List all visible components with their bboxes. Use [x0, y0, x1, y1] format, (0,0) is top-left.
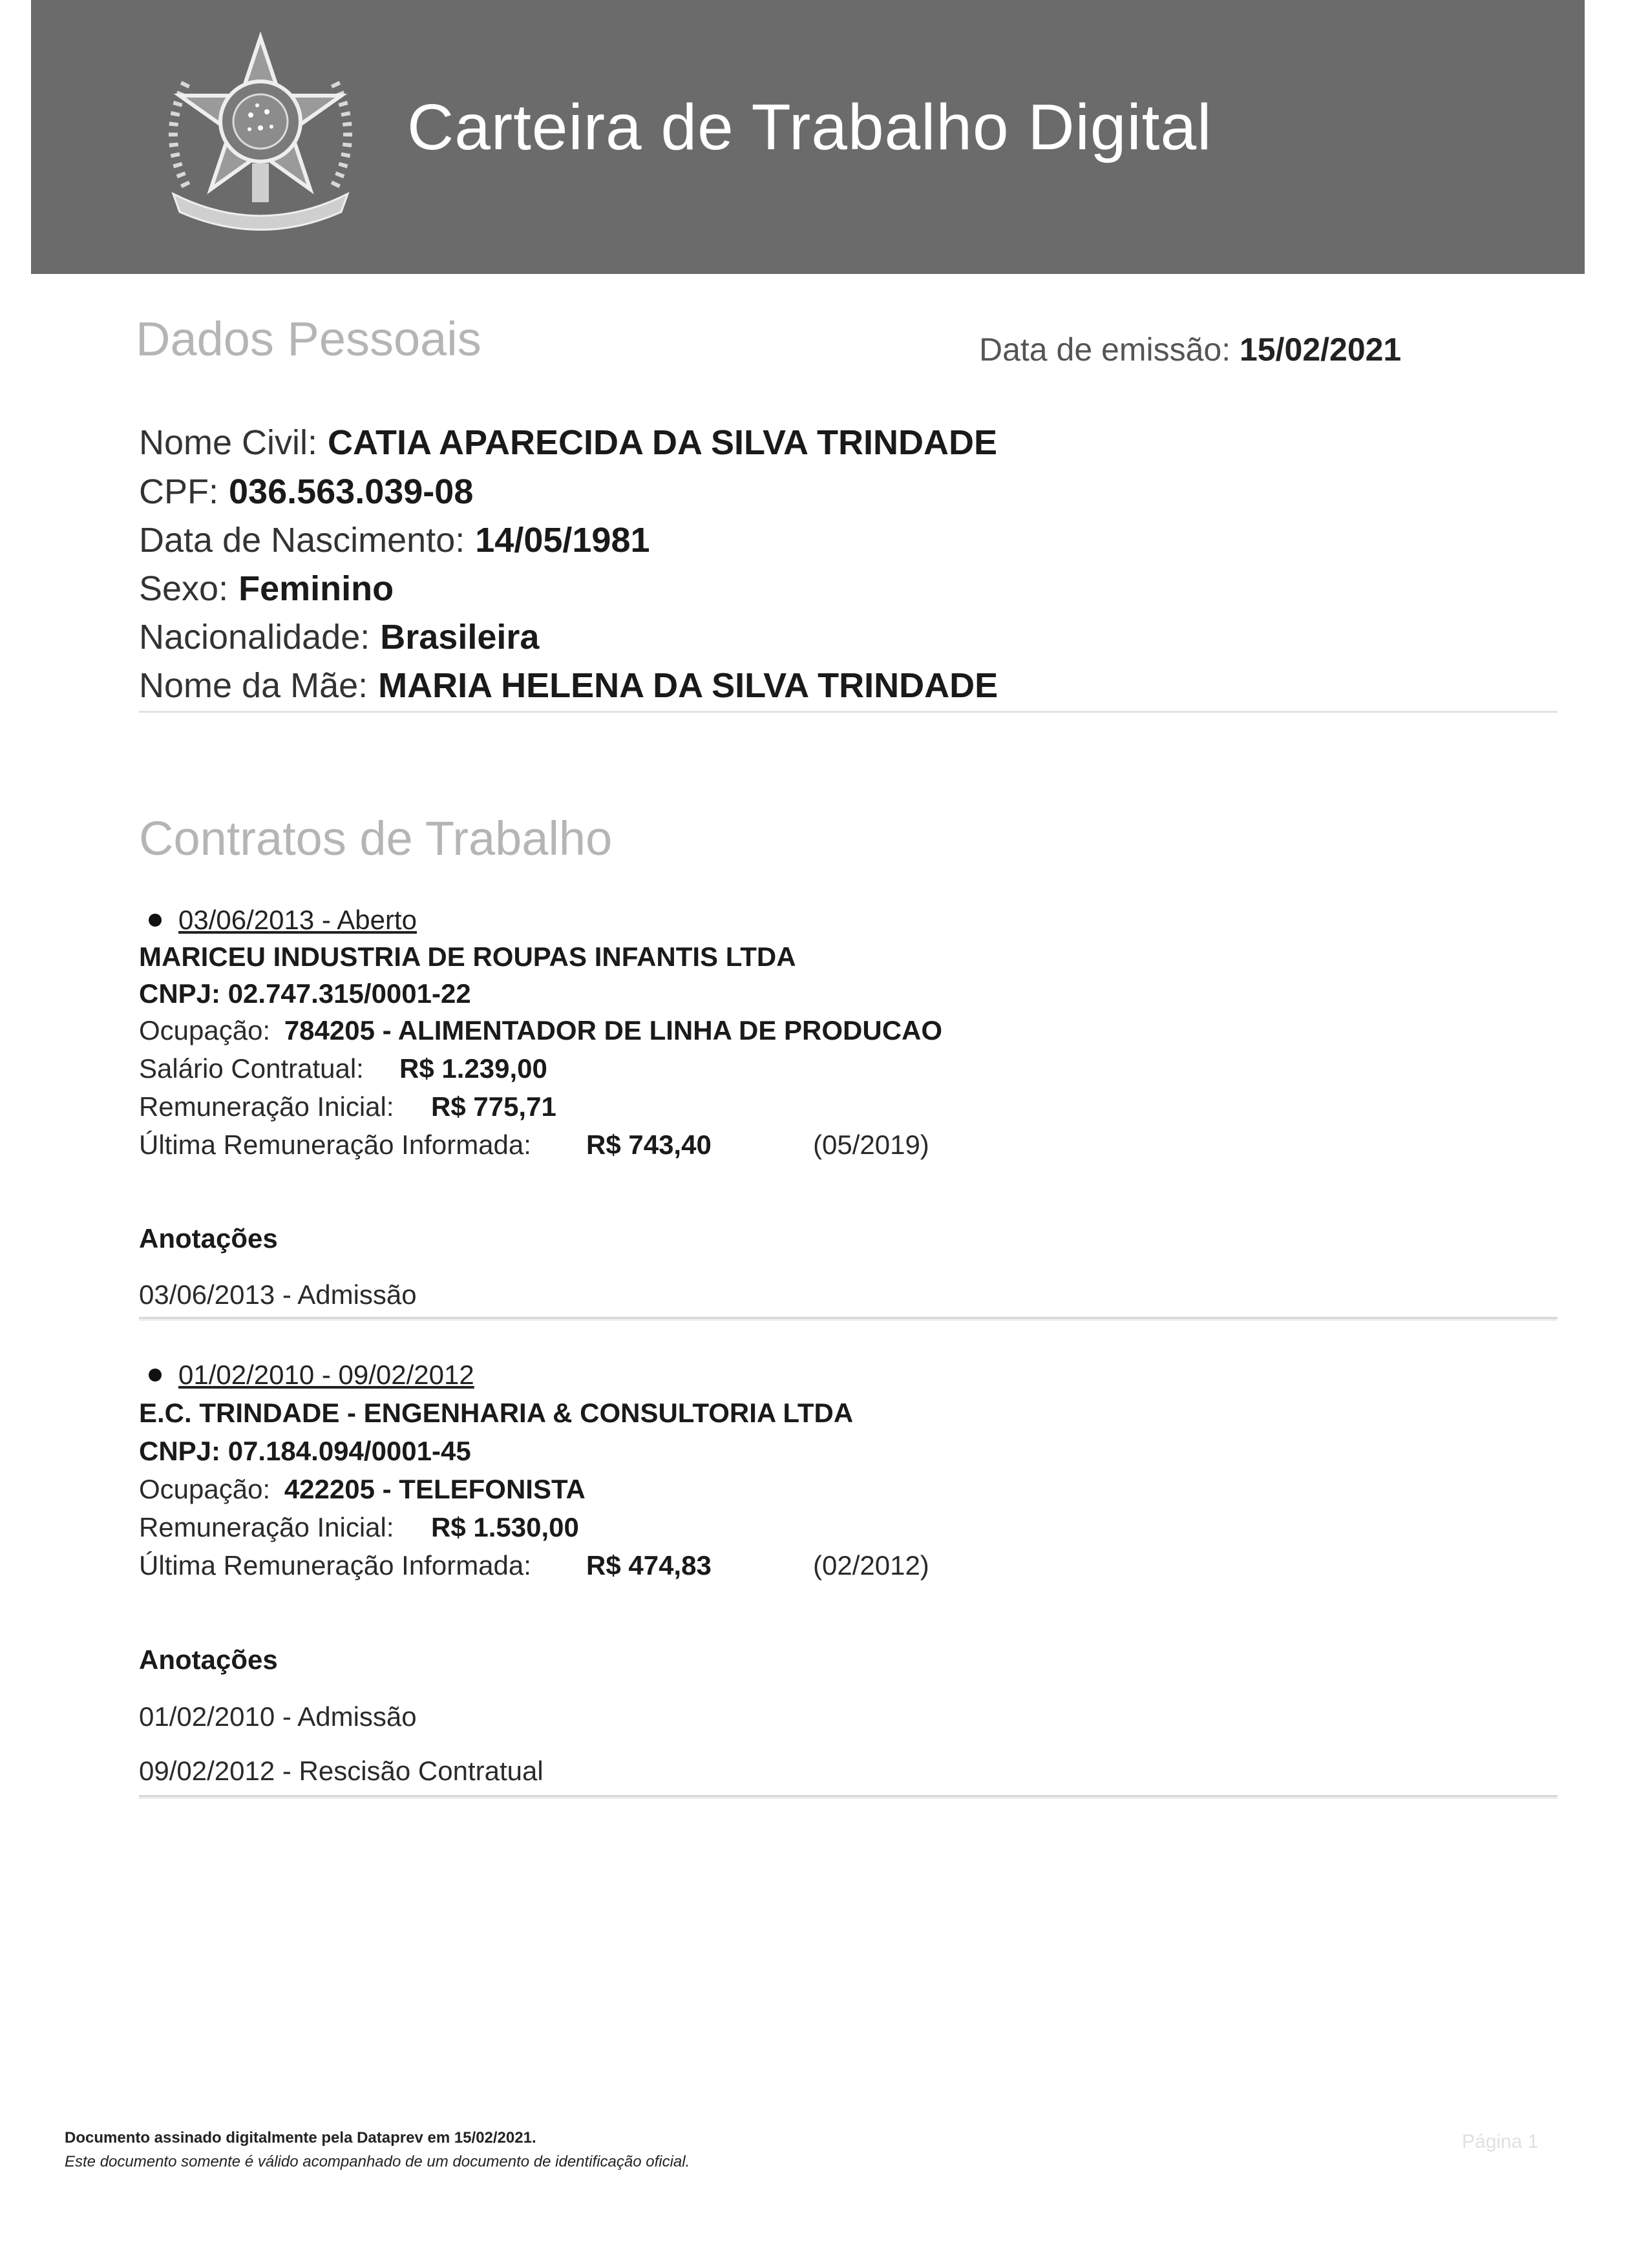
divider	[139, 1795, 1558, 1799]
last-pay-value: R$ 474,83	[586, 1550, 712, 1580]
section-title-contracts: Contratos de Trabalho	[139, 812, 613, 865]
field-value: 036.563.039-08	[229, 472, 474, 511]
field-nationality	[139, 617, 539, 657]
contract-salary	[139, 1053, 364, 1084]
contract-cnpj: CNPJ: 02.747.315/0001-22	[139, 978, 471, 1009]
contract-occupation	[139, 1474, 586, 1505]
last-pay-reference: (05/2019)	[813, 1129, 929, 1160]
field-value: CATIA APARECIDA DA SILVA TRINDADE	[328, 423, 998, 462]
field-label: CPF:	[139, 472, 219, 511]
contract-initial-pay	[139, 1091, 394, 1122]
occupation-value: 422205 - TELEFONISTA	[284, 1474, 586, 1504]
contract-period-link[interactable]: 03/06/2013 - Aberto	[178, 905, 417, 935]
contract-last-pay	[139, 1550, 531, 1581]
header-banner	[31, 0, 1585, 274]
footer-signature-note: Documento assinado digitalmente pela Dataprev em 15/02/2021.	[65, 2129, 536, 2147]
contract-company: MARICEU INDUSTRIA DE ROUPAS INFANTIS LTDA	[139, 941, 796, 972]
field-label: Nacionalidade:	[139, 618, 370, 656]
last-pay-value: R$ 743,40	[586, 1129, 712, 1160]
emission-value: 15/02/2021	[1240, 331, 1402, 368]
field-birth-date	[139, 520, 650, 560]
bullet-icon	[149, 1369, 162, 1381]
salary-value: R$ 1.239,00	[399, 1053, 547, 1084]
initial-pay-label: Remuneração Inicial:	[139, 1512, 394, 1542]
last-pay-label: Última Remuneração Informada:	[139, 1550, 531, 1580]
contract-last-pay	[139, 1129, 531, 1160]
note-item: 09/02/2012 - Rescisão Contratual	[139, 1756, 544, 1786]
notes-title: Anotações	[139, 1223, 278, 1254]
divider	[139, 711, 1558, 713]
footer-validity-note: Este documento somente é válido acompanhado de um documento de identificação oficial.	[65, 2153, 690, 2170]
emission-label: Data de emissão:	[979, 331, 1231, 368]
contract-initial-pay	[139, 1512, 394, 1543]
note-item: 01/02/2010 - Admissão	[139, 1701, 417, 1732]
field-sex	[139, 569, 394, 609]
brazil-coat-of-arms-icon	[147, 25, 374, 244]
contract-cnpj: CNPJ: 07.184.094/0001-45	[139, 1436, 471, 1466]
field-value: Feminino	[238, 569, 394, 608]
initial-pay-value: R$ 1.530,00	[431, 1512, 579, 1542]
emission-date	[979, 331, 1401, 368]
note-item: 03/06/2013 - Admissão	[139, 1279, 417, 1310]
initial-pay-value: R$ 775,71	[431, 1091, 556, 1122]
field-label: Data de Nascimento:	[139, 521, 465, 560]
initial-pay-label: Remuneração Inicial:	[139, 1091, 394, 1122]
contract-period-2[interactable]	[149, 1360, 474, 1391]
contract-period-link[interactable]: 01/02/2010 - 09/02/2012	[178, 1360, 474, 1390]
divider	[139, 1317, 1558, 1321]
occupation-value: 784205 - ALIMENTADOR DE LINHA DE PRODUCAO	[284, 1015, 943, 1045]
last-pay-label: Última Remuneração Informada:	[139, 1129, 531, 1160]
last-pay-reference: (02/2012)	[813, 1550, 929, 1580]
field-label: Nome Civil:	[139, 423, 318, 462]
bullet-icon	[149, 914, 162, 927]
contract-period-1[interactable]	[149, 905, 417, 936]
field-mother-name	[139, 666, 998, 706]
contract-company: E.C. TRINDADE - ENGENHARIA & CONSULTORIA LTDA	[139, 1398, 854, 1428]
field-nome-civil	[139, 423, 997, 463]
field-value: Brasileira	[380, 618, 540, 656]
field-cpf	[139, 472, 473, 512]
field-value: 14/05/1981	[475, 521, 650, 560]
contract-occupation	[139, 1015, 942, 1046]
field-label: Sexo:	[139, 569, 229, 608]
occupation-label: Ocupação:	[139, 1015, 271, 1045]
field-label: Nome da Mãe:	[139, 666, 368, 705]
page-number: Página 1	[1462, 2131, 1539, 2152]
salary-label: Salário Contratual:	[139, 1053, 364, 1084]
occupation-label: Ocupação:	[139, 1474, 271, 1504]
field-value: MARIA HELENA DA SILVA TRINDADE	[378, 666, 998, 705]
section-title-personal: Dados Pessoais	[136, 312, 481, 366]
app-title: Carteira de Trabalho Digital	[407, 91, 1212, 163]
notes-title: Anotações	[139, 1644, 278, 1675]
